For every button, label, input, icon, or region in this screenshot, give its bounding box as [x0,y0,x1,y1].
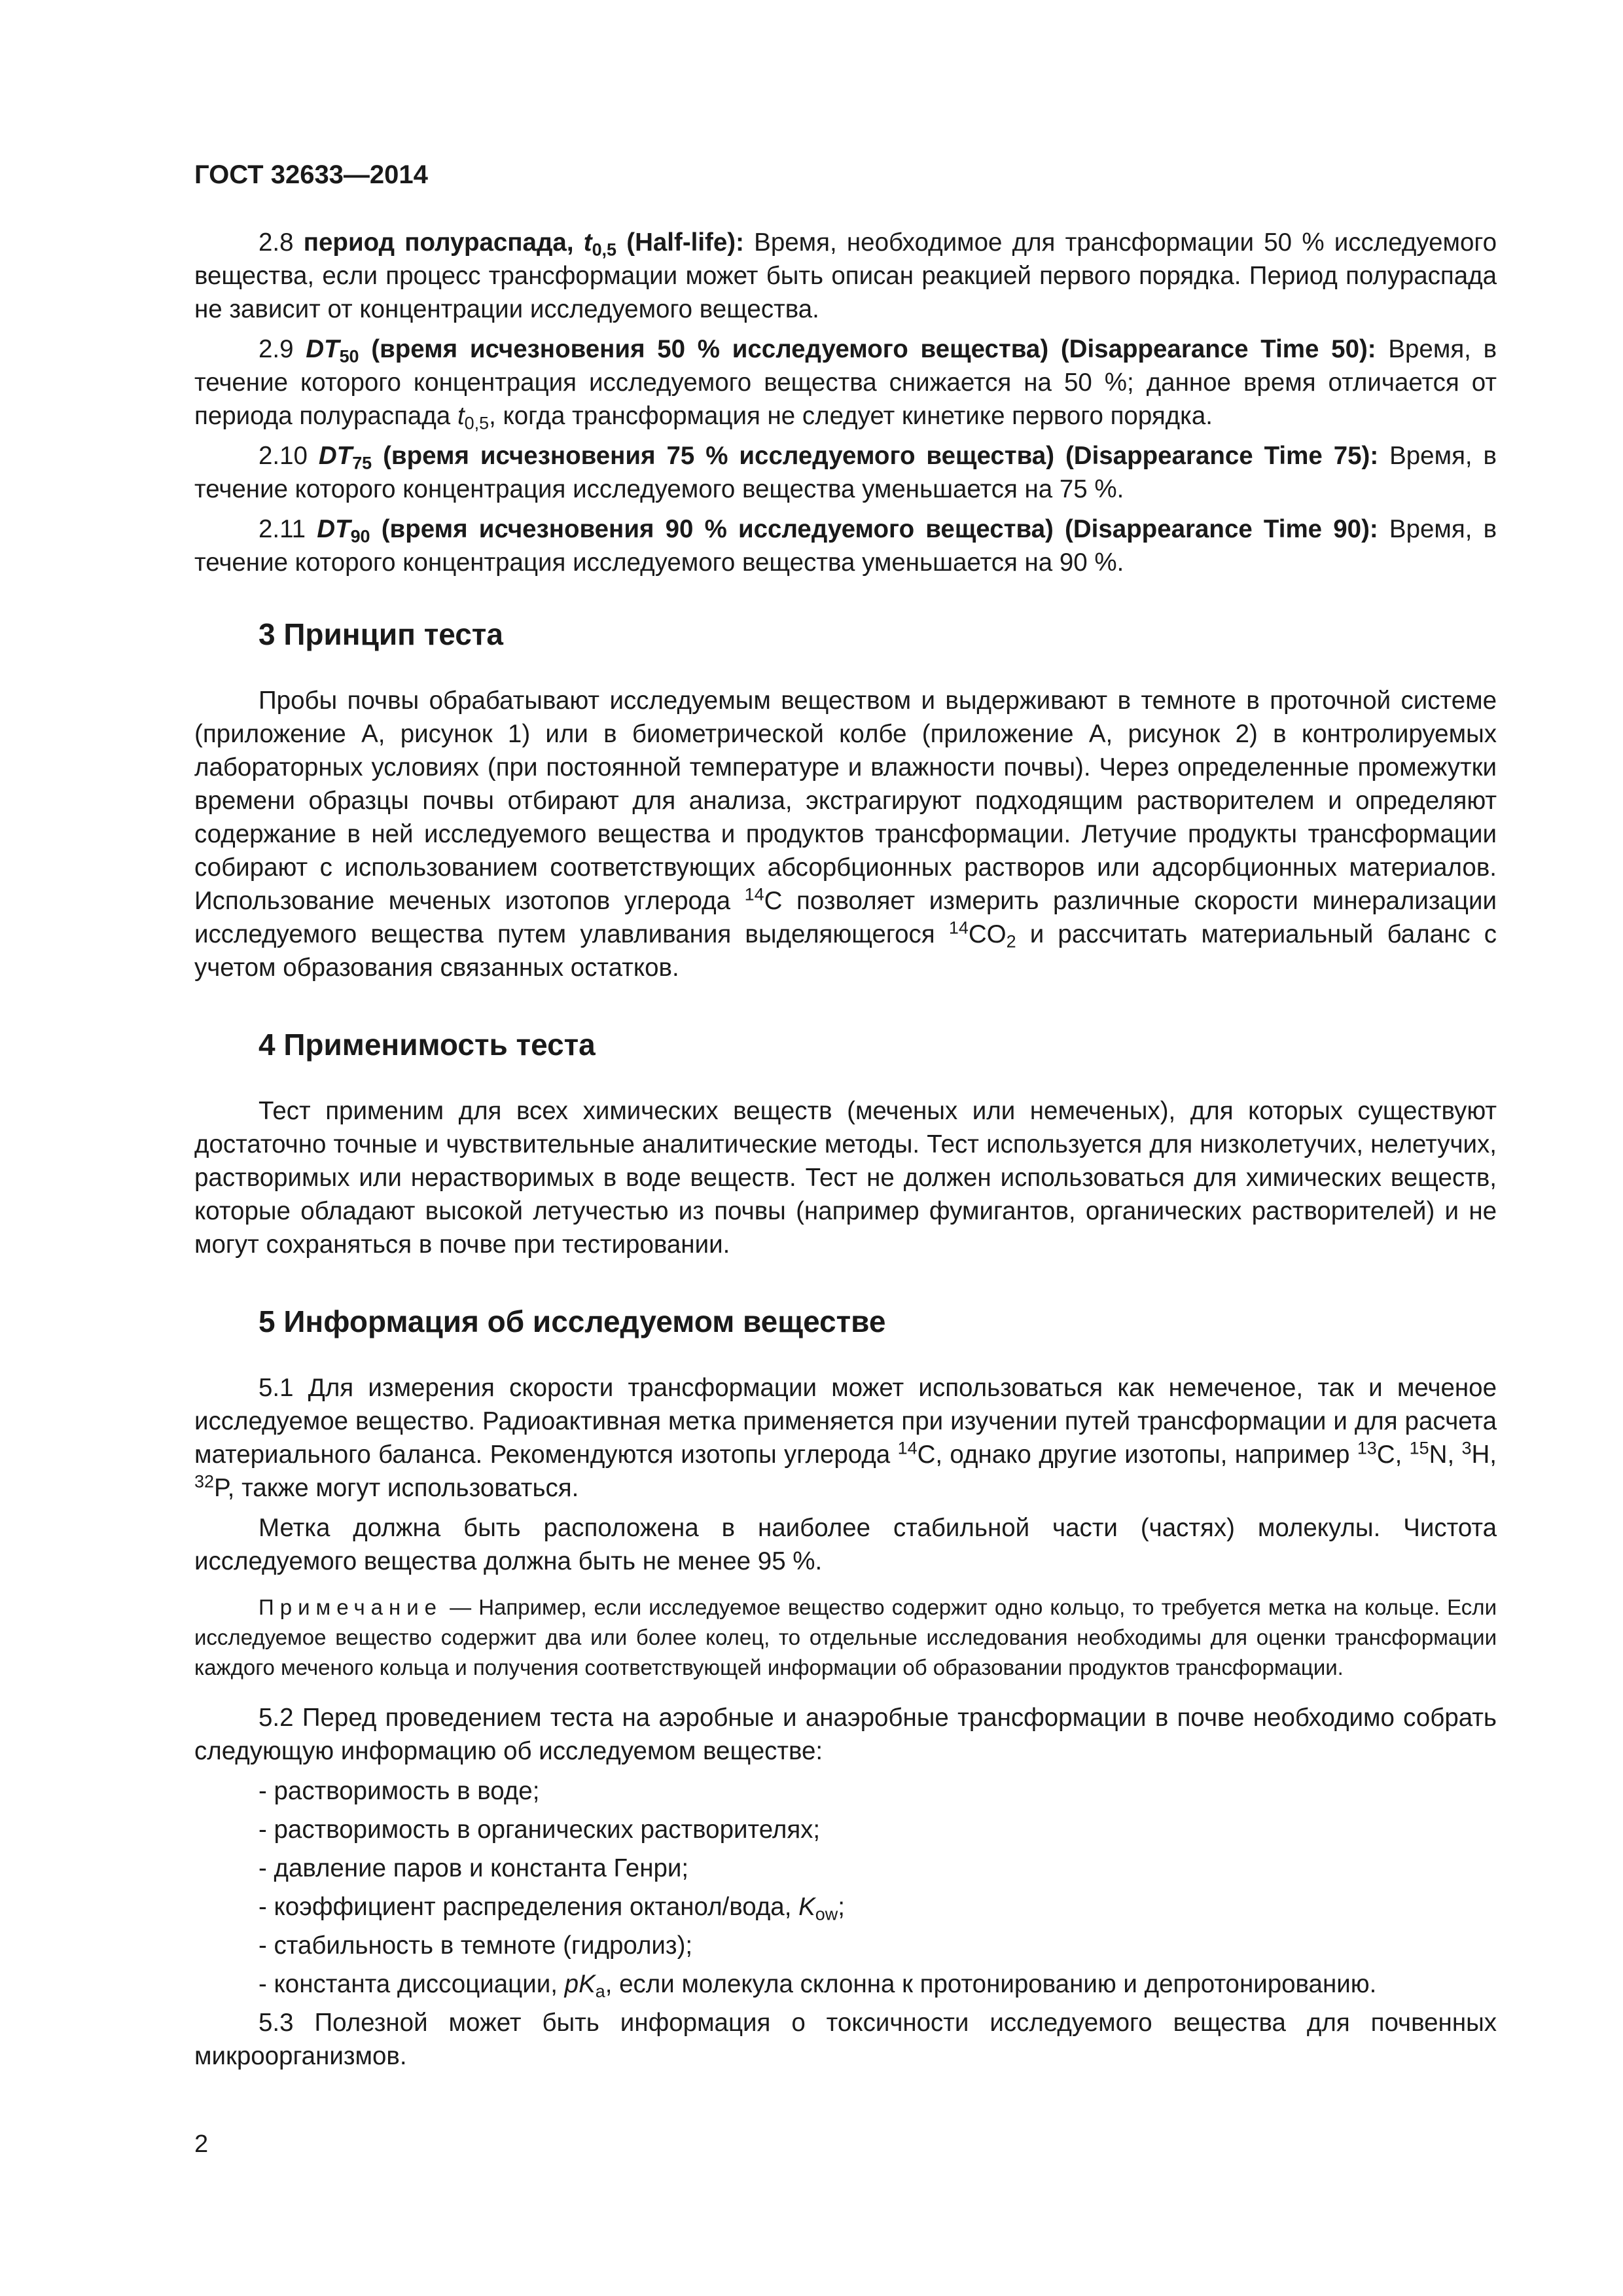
symbol: K [798,1893,815,1921]
paragraph-text: 5.1 Для измерения скорости трансформации может использоваться как немеченое, так и меченое исследуемое вещество. Радиоактивная метка применяется при изучении путей трансформации и для расчета материального баланса. Рекомендуются изотопы углерода [194,1374,1497,1469]
def-number: 2.11 [259,515,306,543]
section-3-heading: 3 Принцип теста [259,617,503,651]
def-symbol: t [583,228,592,257]
def-number: 2.10 [259,442,308,470]
def-text-tail: , когда трансформация не следует кинетике первого порядка. [489,402,1213,430]
def-term: (время исчезновения 90 % исследуемого вещества) (Disappearance Time 90): [381,515,1378,543]
subscript: a [595,1981,605,2001]
def-symbol-sub: 50 [339,346,359,367]
def-number: 2.9 [259,335,294,363]
paragraph-5-3: 5.3 Полезной может быть информация о токсичности исследуемого вещества для почвенных микроорганизмов. [194,2009,1497,2070]
paragraph-5-2: 5.2 Перед проведением теста на аэробные и анаэробные трансформации в почве необходимо собрать следующую информацию об исследуемом веществе: [194,1704,1497,1765]
paragraph-5-1 [194,1371,1497,1505]
symbol: pK [564,1970,596,1998]
def-term: (время исчезновения 50 % исследуемого вещества) (Disappearance Time 50): [371,335,1376,363]
paragraph-text: С, [1376,1441,1402,1469]
page-number: 2 [194,2130,209,2158]
superscript: 3 [1461,1438,1472,1458]
def-number: 2.8 [259,228,294,257]
superscript: 13 [1357,1438,1377,1458]
paragraph-text: С позволяет измерить различные скорости минерализации исследуемого вещества путем улавливания выделяющегося [194,887,1497,948]
paragraph-text: P, также могут использоваться. [213,1474,579,1502]
note-block [194,1592,1497,1683]
list-item: - растворимость в воде; [259,1777,540,1805]
paragraph-text: Пробы почвы обрабатывают исследуемым веществом и выдерживают в темноте в проточной системе (приложение А, рисунок 1) или в биометрической колбе (приложение А, рисунок 2) в контролируемых лабораторных условиях (при постоянной температуре и влажности почвы). Через определенные промежутки времени образцы почвы отбирают для анализа, экстрагируют подходящим растворителем и определяют содержание в ней исследуемого вещества и продуктов трансформации. Летучие продукты трансформации собирают с использованием соответствующих абсорбционных растворов или адсорбционных материалов. Использование меченых изотопов углерода [194,687,1497,915]
def-text: Время, в течение которого концентрация исследуемого вещества уменьшается на 90 %. [194,515,1497,577]
formula-co2: CO [968,920,1007,948]
list-item-text: - константа диссоциации, [259,1970,558,1998]
superscript: 14 [897,1438,918,1458]
def-term: (время исчезновения 75 % исследуемого вещества) (Disappearance Time 75): [383,442,1379,470]
superscript: 14 [948,918,969,938]
definition-2-8 [194,226,1497,326]
def-text: Время, в течение которого концентрация исследуемого вещества снижается на 50 %; данное время отличается от периода полураспада [194,335,1497,430]
section-3-paragraph [194,684,1497,984]
document-header: ГОСТ 32633—2014 [194,160,428,189]
superscript: 14 [744,884,764,905]
section-5-heading: 5 Информация об исследуемом веществе [259,1304,886,1338]
definition-2-9 [194,332,1497,433]
note-label: Примечание [259,1595,443,1619]
document-body [194,226,1497,2079]
list-item [259,1967,1497,2001]
section-4-paragraph: Тест применим для всех химических веществ (меченых или немеченых), для которых существуют достаточно точные и чувствительные аналитические методы. Тест используется для низколетучих, нелетучих, растворимых или нерастворимых в воде веществ. Тест не должен использоваться для химических веществ, которые обладают высокой летучестью из почвы (например фумигантов, органических растворителей) и не могут сохраняться в почве при тестировании. [194,1097,1497,1259]
def-text: Время, необходимое для трансформации 50 % исследуемого вещества, если процесс трансформации может быть описан реакцией первого порядка. Период полураспада не зависит от концентрации исследуемого вещества. [194,228,1497,323]
paragraph-text: H, [1471,1441,1497,1469]
def-symbol: DT [306,335,340,363]
paragraph-text: С, однако другие изотопы, например [917,1441,1350,1469]
list-item-text: - коэффициент распределения октанол/вода, [259,1893,792,1921]
list-item: - растворимость в органических растворителях; [259,1816,821,1844]
list-item [259,1890,1497,1924]
definition-2-11 [194,512,1497,579]
def-text: Время, в течение которого концентрация исследуемого вещества уменьшается на 75 %. [194,442,1497,503]
note-text: — Например, если исследуемое вещество содержит одно кольцо, то требуется метка на кольце. Если исследуемое вещество содержит два или более колец, то отдельные исследования необходимы для оценки трансформации каждого меченого кольца и получения соответствующей информации об образовании продуктов трансформации. [194,1595,1497,1679]
list-item-text: , если молекула склонна к протонированию и депротонированию. [605,1970,1377,1998]
list-item: - давление паров и константа Генри; [259,1854,689,1882]
superscript: 32 [194,1471,214,1492]
definition-2-10 [194,439,1497,506]
def-inline-symbol: t [457,402,465,430]
def-inline-symbol-sub: 0,5 [464,413,490,433]
subscript: 2 [1006,931,1016,952]
def-symbol-sub: 0,5 [592,240,617,260]
list-item: - стабильность в темноте (гидролиз); [259,1931,693,1960]
list-item-text: ; [838,1893,845,1921]
subscript: ow [815,1904,838,1924]
section-4-heading: 4 Применимость теста [259,1028,596,1062]
paragraph-text: N, [1429,1441,1455,1469]
def-term-en: (Half-life): [626,228,744,257]
paragraph-5-1-second: Метка должна быть расположена в наиболее стабильной части (частях) молекулы. Чистота исследуемого вещества должна быть не менее 95 %. [194,1514,1497,1575]
def-term: период полураспада, [303,228,574,257]
superscript: 15 [1409,1438,1429,1458]
paragraph-text: и рассчитать материальный баланс с учетом образования связанных остатков. [194,920,1497,982]
def-symbol: DT [317,515,351,543]
def-symbol: DT [318,442,353,470]
def-symbol-sub: 90 [350,526,370,547]
def-symbol-sub: 75 [352,453,372,473]
